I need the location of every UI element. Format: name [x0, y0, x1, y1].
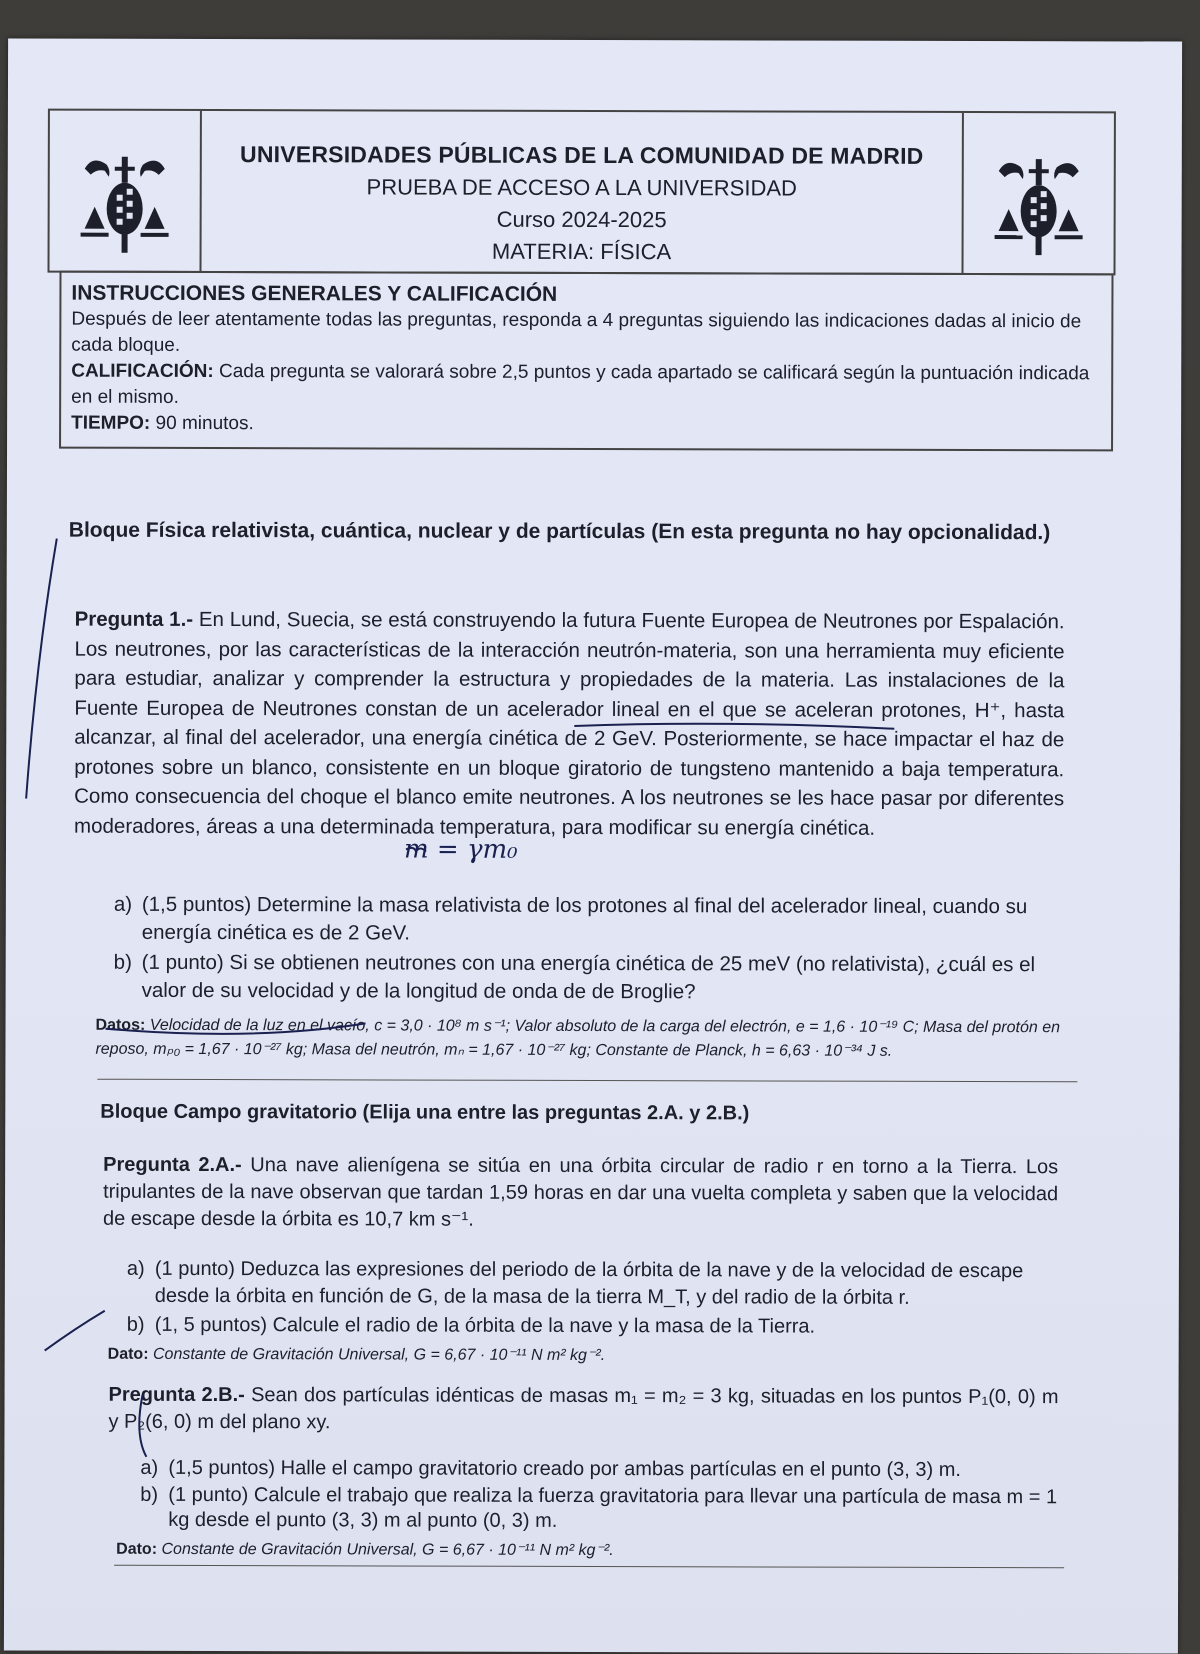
block1-title: Bloque Física relativista, cuántica, nuclear y de partículas (En esta pregunta no hay opcionalidad.) — [68, 518, 1051, 545]
margin-pen-stroke — [139, 1395, 146, 1457]
course-year: Curso 2024-2025 — [496, 206, 667, 233]
question-2b-label: Pregunta 2.B.- — [108, 1383, 245, 1407]
pen-marks — [4, 38, 1182, 1653]
margin-pen-stroke — [45, 1311, 105, 1351]
exam-sheet — [4, 38, 1182, 1653]
grading-text: Cada pregunta se valorará sobre 2,5 puntos y cada apartado se calificará según la puntuación indicada en el mismo. — [71, 361, 1090, 408]
part-text: (1,5 puntos) Halle el campo gravitatorio creado por ambas partículas en el punto (3, 3) m. — [168, 1456, 962, 1481]
time-text: 90 minutos. — [155, 412, 254, 435]
question-2a-text: Una nave alienígena se sitúa en una órbita circular de radio r en torno a la Tierra. Los tripulantes de la nave observan que tardan 1,59 horas en dar una vuelta completa y saben que la velocidad de escape desde la órbita es 10,7 km s⁻¹. — [102, 1154, 1059, 1231]
time-label: TIEMPO: — [71, 412, 151, 434]
block2-title: Bloque Campo gravitatorio (Elija una entre las preguntas 2.A. y 2.B.) — [100, 1100, 750, 1125]
data-label: Datos: — [95, 1016, 146, 1034]
part-label: b) — [126, 1313, 145, 1336]
underline-pen-stroke — [574, 723, 894, 728]
underline-pen-stroke — [106, 1023, 366, 1034]
university-name: UNIVERSIDADES PÚBLICAS DE LA COMUNIDAD DE MADRID — [240, 141, 924, 169]
part-text: (1, 5 puntos) Calcule el radio de la órbita de la nave y la masa de la Tierra. — [154, 1313, 816, 1338]
question-1-text: En Lund, Suecia, se está construyendo la futura Fuente Europea de Neutrones por Espalación. Los neutrones, por las características de la interacción neutrón-materia, son una herramienta muy eficiente para estudiar, analizar y comprender la estructura y propiedades de la materia. Las instalaciones de la Fuente Europea de Neutrones constan de un acelerador lineal en el que se aceleran protones, H⁺, hasta alcanzar, al final del acelerador, una energía cinética de 2 GeV. Posteriormente, se hace impactar el haz de protones sobre un blanco, consistente en un bloque giratorio de tungsteno mantenido a baja temperatura. Como consecuencia del choque el blanco emite neutrones. A los neutrones se les hace pasar por diferentes moderadores, áreas a una determinada temperatura, para modificar su energía cinética. — [74, 607, 1065, 840]
data-label: Dato: — [116, 1540, 158, 1558]
instructions-title: INSTRUCCIONES GENERALES Y CALIFICACIÓN — [71, 281, 558, 306]
part-label: a) — [140, 1456, 159, 1479]
part-text: (1 punto) Calcule el trabajo que realiza la fuerza gravitatoria para llevar una partícula de masa m = 1 kg desde el punto (3, 3) m al punto (0, 3) m. — [168, 1483, 1058, 1532]
question-2a-label: Pregunta 2.A.- — [103, 1153, 242, 1177]
data-label: Dato: — [107, 1345, 149, 1363]
part-text: (1 punto) Si se obtienen neutrones con una energía cinética de 25 meV (no relativista), ¿cuál es el valor de su velocidad y de la longitud de onda de de Broglie? — [141, 950, 1036, 1004]
data-text: Constante de Gravitación Universal, G = 6,67 · 10⁻¹¹ N m² kg⁻². — [152, 1345, 606, 1365]
part-text: (1 punto) Deduzca las expresiones del periodo de la órbita de la nave y de la velocidad de escape desde la órbita en función de G, de la masa de la tierra M_T, y del radio de la órbita r. — [154, 1257, 1024, 1309]
handwritten-note: m = γm₀ — [403, 834, 518, 865]
part-text: (1,5 puntos) Determine la masa relativista de los protones al final del acelerador lineal, cuando su energía cinética es de 2 GeV. — [141, 892, 1028, 945]
instructions-text: Después de leer atentamente todas las preguntas, responda a 4 preguntas siguiendo las indicaciones dadas al inicio de cada bloque. — [71, 308, 1082, 356]
question-1-label: Pregunta 1.- — [74, 607, 194, 631]
part-label: b) — [140, 1483, 159, 1506]
exam-name: PRUEBA DE ACCESO A LA UNIVERSIDAD — [366, 174, 797, 201]
part-label: a) — [126, 1257, 145, 1280]
grading-label: CALIFICACIÓN: — [71, 360, 214, 383]
data-text: Velocidad de la luz en el vacío, c = 3,0 · 10⁸ m s⁻¹; Valor absoluto de la carga del electrón, e = 1,6 · 10⁻¹⁹ C; Masa del protón en reposo, mₚ₀ = 1,67 · 10⁻²⁷ kg; Masa del neutrón, mₙ = 1,67 · 10⁻²⁷ kg; Constante de Planck, h = 6,63 · 10⁻³⁴ J s. — [95, 1016, 1061, 1060]
subject: MATERIA: FÍSICA — [491, 238, 672, 265]
data-text: Constante de Gravitación Universal, G = 6,67 · 10⁻¹¹ N m² kg⁻². — [161, 1540, 614, 1560]
margin-pen-stroke — [26, 539, 57, 799]
part-label: b) — [113, 950, 132, 974]
part-label: a) — [113, 892, 133, 916]
question-2b-text: Sean dos partículas idénticas de masas m₁ = m₂ = 3 kg, situadas en los puntos P₁(0, 0) m y P₂(6, 0) m del plano xy. — [108, 1384, 1059, 1434]
